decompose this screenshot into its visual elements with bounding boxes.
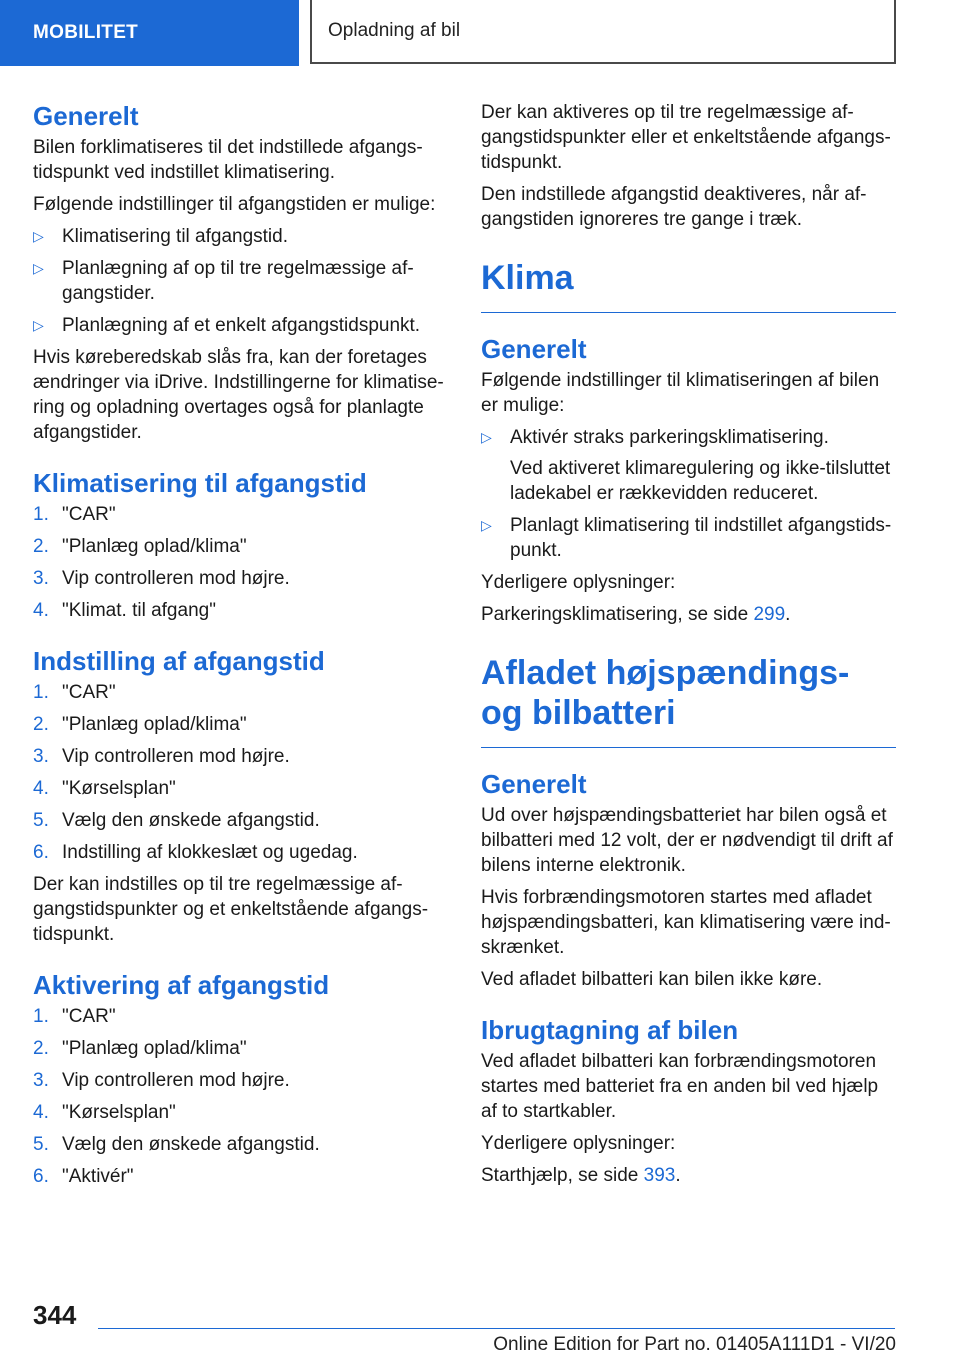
step-number: 1. [33,682,49,703]
list-item [33,1132,448,1157]
step-number: 4. [33,778,49,799]
paragraph: Yderligere oplysninger: [481,572,676,593]
paragraph: Bilen forklimatiseres til det indstillede afgangs-tidspunkt ved indstillet klimatisering. [33,137,423,183]
step-text: "Planlæg oplad/klima" [62,1038,247,1059]
step-number: 5. [33,810,49,831]
step-number: 3. [33,746,49,767]
paragraph: Yderligere oplysninger: [481,1133,676,1154]
list-item [33,680,448,705]
heading-generelt: Generelt [481,769,587,799]
paragraph: Ved afladet bilbatteri kan bilen ikke køre. [481,969,823,990]
list-item [33,502,448,527]
list-item [33,598,448,623]
list-item [33,1164,448,1189]
list-item [33,1004,448,1029]
list-item: ▷ Klimatisering til afgangstid. [33,224,448,249]
left-column [33,100,448,1196]
step-text: Vælg den ønskede afgangstid. [62,810,320,831]
step-text: "CAR" [62,1006,116,1027]
right-column [481,100,896,1195]
steps-list [33,680,448,865]
reference-end: . [675,1165,681,1186]
step-number: 2. [33,536,49,557]
list-item [33,776,448,801]
list-item [33,534,448,559]
heading-indstilling: Indstilling af afgangstid [33,646,325,676]
step-text: Vip controlleren mod højre. [62,1070,290,1091]
step-number: 4. [33,600,49,621]
footer-divider [98,1328,895,1329]
step-text: "Kørselsplan" [62,1102,176,1123]
step-number: 3. [33,568,49,589]
step-text: "Aktivér" [62,1166,134,1187]
reference-paragraph [481,1163,896,1188]
heading-aktivering: Aktivering af afgangstid [33,970,330,1000]
list-item [33,712,448,737]
list-item [33,744,448,769]
step-text: Vælg den ønskede afgangstid. [62,1134,320,1155]
chapter-heading-afladet: Afladet højspændings- og bilbatteri [481,653,896,748]
step-text: "Klimat. til afgang" [62,600,216,621]
list-item [33,566,448,591]
step-number: 1. [33,504,49,525]
chapter-label: Opladning af bil [328,20,461,41]
step-number: 2. [33,1038,49,1059]
reference-text: Starthjælp, se side [481,1165,644,1186]
step-number: 1. [33,1006,49,1027]
list-item [33,840,448,865]
reference-paragraph [481,602,896,627]
edition-label: Online Edition for Part no. 01405A111D1 - VI/20 [493,1334,896,1355]
paragraph: Ved afladet bilbatteri kan forbrændingsmotoren startes med batteriet fra en anden bil ved hjælp af to startkabler. [481,1051,879,1122]
list-item [33,1068,448,1093]
step-text: "Planlæg oplad/klima" [62,536,247,557]
steps-list [33,502,448,623]
paragraph: Ud over højspændingsbatteriet har bilen også et bilbatteri med 12 volt, der er nødvendigt til drift af bilens interne elektronik. [481,805,893,876]
step-text: "Planlæg oplad/klima" [62,714,247,735]
step-text: Vip controlleren mod højre. [62,568,290,589]
list-item [33,1036,448,1061]
heading-generelt: Generelt [481,334,587,364]
bullet-list [33,224,448,338]
heading-klimatisering: Klimatisering til afgangstid [33,468,367,498]
list-item: ▷ Planlægning af op til tre regelmæssige af-gangstider. [33,256,448,306]
list-item [33,1100,448,1125]
step-number: 6. [33,842,49,863]
step-text: "Kørselsplan" [62,778,176,799]
step-text: "CAR" [62,682,116,703]
step-number: 3. [33,1070,49,1091]
reference-end: . [785,604,791,625]
section-tab [0,0,299,66]
chapter-heading-klima: Klima [481,258,896,313]
step-number: 5. [33,1134,49,1155]
page-link[interactable]: 393 [643,1165,676,1186]
page-link[interactable]: 299 [753,604,786,625]
paragraph: Hvis køreberedskab slås fra, kan der foretages ændringer via iDrive. Indstillingerne for klimatise-ring og opladning overtages også for planlagte afgangstider. [33,347,444,443]
chapter-tab [310,0,896,64]
section-label: MOBILITET [33,22,139,43]
step-number: 4. [33,1102,49,1123]
reference-text: Parkeringsklimatisering, se side [481,604,754,625]
list-item [33,808,448,833]
paragraph: Følgende indstillinger til afgangstiden er mulige: [33,194,436,215]
list-item: ▷ Planlagt klimatisering til indstillet afgangstids-punkt. [481,513,896,563]
paragraph: Hvis forbrændingsmotoren startes med afladet højspændingsbatteri, kan klimatisering være ind-skrænket. [481,887,891,958]
steps-list [33,1004,448,1189]
step-text: Indstilling af klokkeslæt og ugedag. [62,842,358,863]
step-number: 6. [33,1166,49,1187]
step-text: "CAR" [62,504,116,525]
heading-ibrugtagning: Ibrugtagning af bilen [481,1015,739,1045]
step-text: Vip controlleren mod højre. [62,746,290,767]
bullet-list [481,425,896,563]
paragraph: Der kan aktiveres op til tre regelmæssige af-gangstidspunkter eller et enkeltstående afgangs-tidspunkt. [481,102,891,173]
page-header [0,0,960,66]
paragraph: Følgende indstillinger til klimatiseringen af bilen er mulige: [481,370,880,416]
paragraph: Den indstillede afgangstid deaktiveres, når af-gangstiden ignoreres tre gange i træk. [481,184,867,230]
bullet-subtext: Ved aktiveret klimaregulering og ikke-tilsluttet ladekabel er rækkevidden reduceret. [510,458,891,504]
paragraph: Der kan indstilles op til tre regelmæssige af-gangstidspunkter og et enkeltstående afgangs-tidspunkt. [33,874,429,945]
bullet-text: Aktivér straks parkeringsklimatisering. [510,427,829,448]
list-item [481,425,896,506]
page-number: 344 [33,1300,77,1330]
list-item: ▷ Planlægning af et enkelt afgangstidspunkt. [33,313,448,338]
heading-generelt: Generelt [33,101,139,131]
step-number: 2. [33,714,49,735]
